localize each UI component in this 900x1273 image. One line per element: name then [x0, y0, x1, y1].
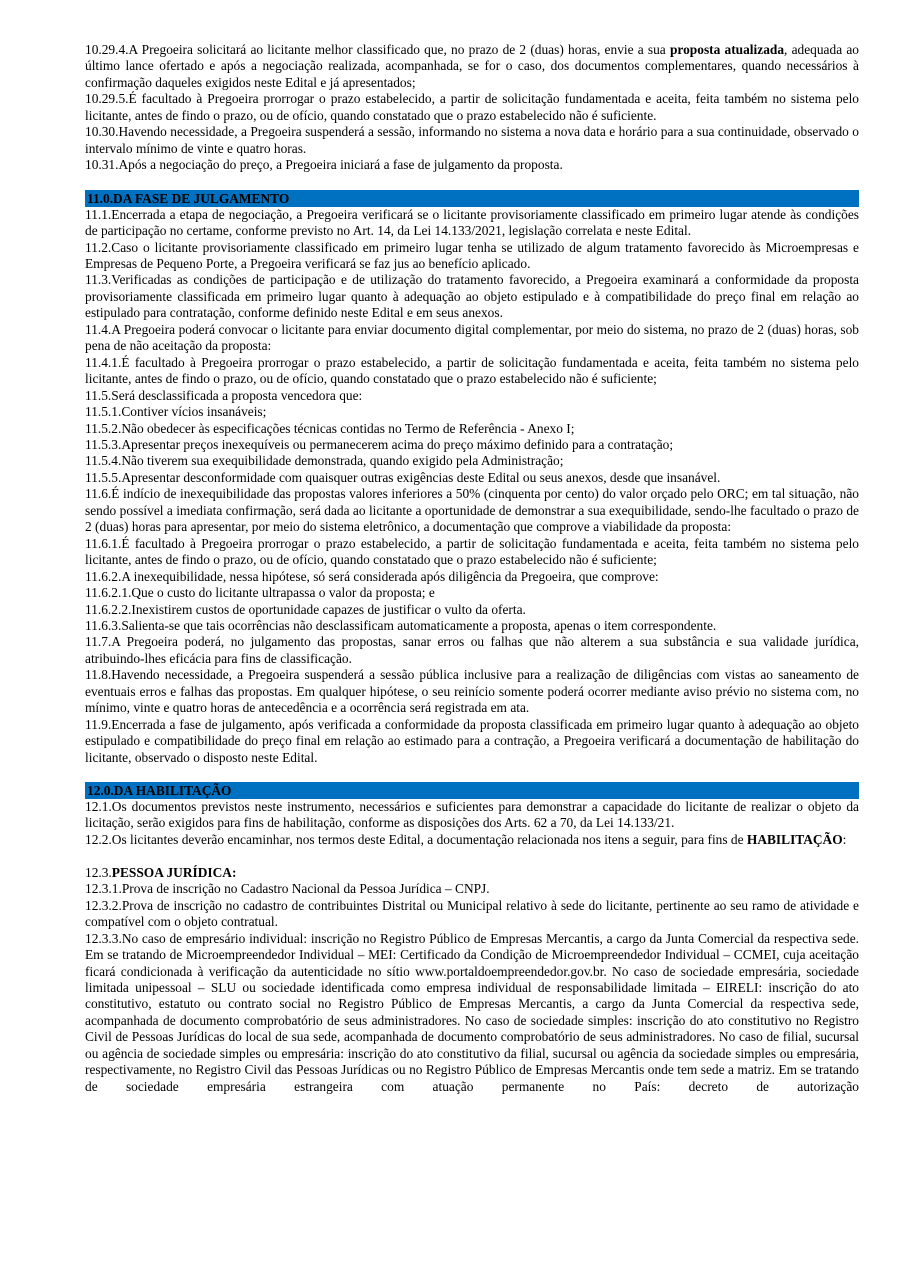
text: 12.2.Os licitantes deverão encaminhar, nos termos deste Edital, a documentação relacionada nos itens a seguir, para fins de	[85, 831, 747, 847]
bold-text: proposta atualizada	[669, 42, 785, 57]
text: 12.0.DA HABILITAÇÃO	[87, 783, 232, 799]
paragraph	[85, 207, 859, 240]
text: 11.3.Verificadas as condições de participação e de utilização do tratamento favorecido, a Pregoeira examinará a conformidade da proposta provisoriamente classificada em primeiro lugar quanto à adequação ao objeto estipulado e à compatibilidade do preço final em relação ao estipulado para contratação, conforme definido neste Edital e em seus anexos.	[85, 272, 859, 321]
paragraph	[85, 667, 859, 716]
bold-text: HABILITAÇÃO	[746, 831, 843, 847]
text: 11.9.Encerrada a fase de julgamento, após verificada a conformidade da proposta classificada em primeiro lugar quanto à adequação ao objeto estipulado e compatibilidade do preço final em relação ao estimado para a contração, a Pregoeira verificará a documentação de habilitação do licitante, observado o disposto neste Edital.	[85, 716, 859, 765]
paragraph	[85, 355, 859, 388]
text: 11.4.1.É facultado à Pregoeira prorrogar o prazo estabelecido, a partir de solicitação fundamentada e aceita, feita também no sistema pelo licitante, antes de findo o prazo, ou de ofício, quando constatado que o prazo estabelecido não é suficiente;	[85, 354, 859, 387]
section-header	[85, 782, 859, 799]
text: 12.3.2.Prova de inscrição no cadastro de contribuintes Distrital ou Municipal relativo à sede do licitante, pertinente ao seu ramo de atividade e compatível com o objeto contratual.	[85, 897, 859, 930]
paragraph	[85, 832, 859, 848]
text: 11.8.Havendo necessidade, a Pregoeira suspenderá a sessão pública inclusive para a realização de diligências com vistas ao saneamento de eventuais erros e falhas das propostas. Em qualquer hipótese, o seu reinício somente poderá ocorrer mediante aviso prévio no sistema com, no mínimo, vinte e quatro horas de antecedência e a ocorrência será registrada em ata.	[85, 667, 859, 716]
text: 12.3.1.Prova de inscrição no Cadastro Nacional da Pessoa Jurídica – CNPJ.	[85, 881, 490, 897]
text: 10.31.Após a negociação do preço, a Pregoeira iniciará a fase de julgamento da proposta.	[85, 157, 563, 173]
paragraph	[85, 470, 859, 486]
paragraph	[85, 536, 859, 569]
text: 11.6.2.1.Que o custo do licitante ultrapassa o valor da proposta; e	[85, 585, 435, 601]
paragraph	[85, 421, 859, 437]
paragraph	[85, 404, 859, 420]
paragraph	[85, 717, 859, 766]
paragraph	[85, 865, 859, 881]
text: 11.2.Caso o licitante provisoriamente classificado em primeiro lugar tenha se utilizado de algum tratamento favorecido às Microempresas e Empresas de Pequeno Porte, a Pregoeira verificará se faz jus ao benefício aplicado.	[85, 239, 859, 271]
text: 10.29.4.A Pregoeira solicitará ao licitante melhor classificado que, no prazo de 2 (duas) horas, envie a sua	[85, 42, 670, 57]
text: 11.6.1.É facultado à Pregoeira prorrogar o prazo estabelecido, a partir de solicitação fundamentada e aceita, feita também no sistema pelo licitante, antes de findo o prazo, ou de ofício, quando constatado que o prazo estabelecido não é suficiente;	[85, 535, 859, 568]
text: 11.1.Encerrada a etapa de negociação, a Pregoeira verificará se o licitante provisoriamente classificado em primeiro lugar atende às condições de participação no certame, conforme previsto no Art. 14, da Lei 14.133/2021, legislação correlata e neste Edital.	[85, 206, 859, 239]
text: 11.5.3.Apresentar preços inexequíveis ou permanecerem acima do preço máximo definido para a contratação;	[85, 436, 674, 452]
paragraph	[85, 569, 859, 585]
text: , adequada ao último lance ofertado e após a negociação realizada, acompanhada, se for o caso, dos documentos complementares, quando necessários à confirmação daqueles exigidos neste Edital e já apresentados;	[85, 42, 859, 90]
text: 12.1.Os documentos previstos neste instrumento, necessários e suficientes para demonstrar a capacidade do licitante de realizar o objeto da licitação, serão exigidos para fins de habilitação, conforme as disposições dos Arts. 62 a 70, da Lei 14.133/21.	[85, 799, 859, 831]
text: 11.6.3.Salienta-se que tais ocorrências não desclassificam automaticamente a proposta, apenas o item correspondente.	[85, 617, 717, 633]
paragraph	[85, 124, 859, 157]
paragraph	[85, 157, 859, 173]
text: 11.5.Será desclassificada a proposta vencedora que:	[85, 387, 363, 403]
paragraph	[85, 931, 859, 1096]
text: 12.3.	[85, 864, 112, 880]
paragraph	[85, 799, 859, 832]
text: 11.7.A Pregoeira poderá, no julgamento das propostas, sanar erros ou falhas que não alterem a sua substância e sua validade jurídica, atribuindo-lhes eficácia para fins de classificação.	[85, 634, 859, 666]
bold-text: PESSOA JURÍDICA:	[111, 864, 237, 880]
text: 11.6.2.A inexequibilidade, nessa hipótese, só será considerada após diligência da Pregoeira, que comprove:	[85, 568, 659, 584]
text: 11.5.5.Apresentar desconformidade com quaisquer outras exigências deste Edital ou seus anexos, desde que insanável.	[85, 469, 721, 485]
text: 11.5.1.Contiver vícios insanáveis;	[85, 404, 267, 420]
text: 11.5.2.Não obedecer às especificações técnicas contidas no Termo de Referência - Anexo I;	[85, 420, 575, 436]
text: 12.3.3.No caso de empresário individual: inscrição no Registro Público de Empresas Mercantis, a cargo da Junta Comercial da respectiva sede. Em se tratando de Microempreendedor Individual – MEI: Certificado da Condição de Microempreendedor Individual – CCMEI, cuja aceitação ficará condicionada à verificação da autenticidade no sítio www.portaldoempreendedor.gov.br. No caso de sociedade empresária, sociedade limitada unipessoal – SLU ou sociedade identificada como empresa individual de responsabilidade limitada – EIRELI: inscrição do ato constitutivo, estatuto ou contrato social no Registro Público de Empresas Mercantis, a cargo da Junta Comercial da respectiva sede, acompanhada de documento comprobatório de seus administradores. No caso de sociedade simples: inscrição do ato constitutivo no Registro Civil de Pessoas Jurídicas do local de sua sede, acompanhada de documento comprobatório de seus administradores. No caso de filial, sucursal ou agência de sociedade simples ou empresária: inscrição do ato constitutivo da filial, sucursal ou agência da sociedade simples ou empresária, respectivamente, no Registro Civil das Pessoas Jurídicas ou no Registro Público de Empresas Mercantis onde tem sede a matriz. Em se tratando de sociedade empresária estrangeira com atuação permanente no País: decreto de autorização	[85, 930, 859, 1094]
text: 11.6.É indício de inexequibilidade das propostas valores inferiores a 50% (cinquenta por cento) do valor orçado pelo ORC; em tal situação, não sendo possível a imediata confirmação, será dada ao licitante a oportunidade de demonstrar a sua exequibilidade, sendo-lhe facultado o prazo de 2 (duas) horas para apresentar, por meio do sistema eletrônico, a documentação que comprove a viabilidade da proposta:	[85, 486, 859, 535]
text: 11.4.A Pregoeira poderá convocar o licitante para enviar documento digital complementar, por meio do sistema, no prazo de 2 (duas) horas, sob pena de não aceitação da proposta:	[85, 321, 859, 354]
text: 11.6.2.2.Inexistirem custos de oportunidade capazes de justificar o vulto da oferta.	[85, 601, 526, 617]
blank-line	[85, 848, 859, 864]
paragraph	[85, 486, 859, 535]
paragraph	[85, 91, 859, 124]
paragraph	[85, 898, 859, 931]
paragraph	[85, 602, 859, 618]
paragraph	[85, 618, 859, 634]
text: 11.0.DA FASE DE JULGAMENTO	[87, 190, 290, 206]
paragraph	[85, 585, 859, 601]
paragraph	[85, 42, 859, 91]
text: :	[842, 831, 847, 847]
paragraph	[85, 388, 859, 404]
text: 10.30.Havendo necessidade, a Pregoeira suspenderá a sessão, informando no sistema a nova data e horário para a sua continuidade, observado o intervalo mínimo de vinte e quatro horas.	[85, 124, 859, 156]
document-page	[85, 42, 859, 1095]
paragraph	[85, 634, 859, 667]
paragraph	[85, 881, 859, 897]
paragraph	[85, 437, 859, 453]
paragraph	[85, 272, 859, 321]
text: 11.5.4.Não tiverem sua exequibilidade demonstrada, quando exigido pela Administração;	[85, 453, 564, 469]
paragraph	[85, 453, 859, 469]
section-header	[85, 190, 859, 207]
text: 10.29.5.É facultado à Pregoeira prorrogar o prazo estabelecido, a partir de solicitação fundamentada e aceita, feita também no sistema pelo licitante, antes de findo o prazo, ou de ofício, quando constatado que o prazo estabelecido não é suficiente.	[85, 91, 859, 123]
paragraph	[85, 240, 859, 273]
paragraph	[85, 322, 859, 355]
